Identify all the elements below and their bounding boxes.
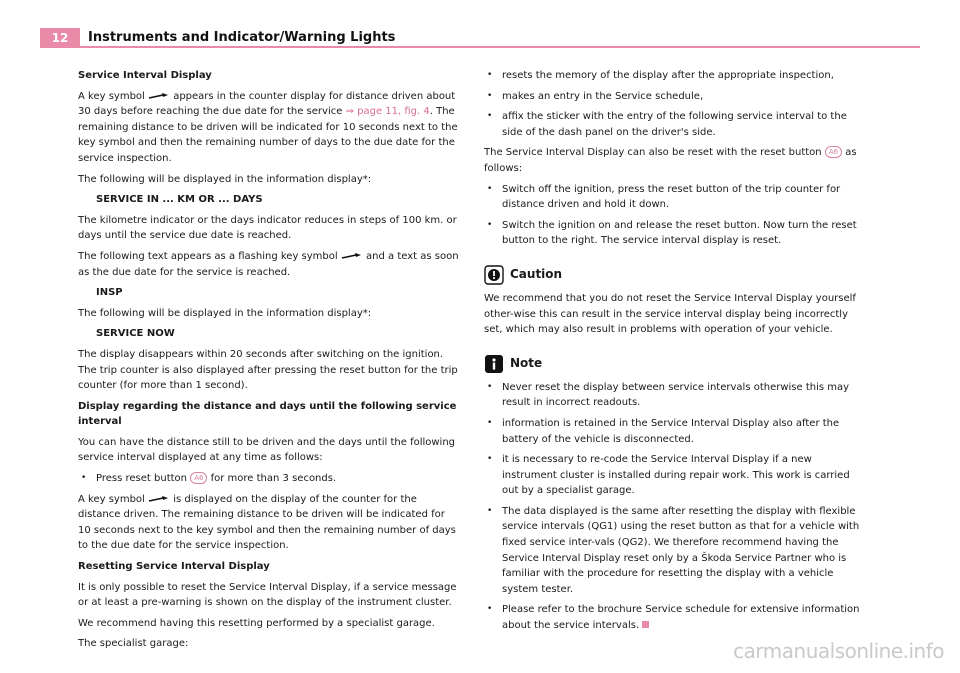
list-item	[484, 452, 862, 499]
paragraph	[78, 89, 460, 167]
text: and a text as soon as the due date for the service is reached.	[78, 250, 459, 278]
bullet-icon: •	[487, 70, 493, 80]
page-number: 12	[40, 28, 80, 48]
text: Switch off the ignition, press the reset button of the trip counter for distance driven and hold it down.	[502, 183, 841, 211]
list-item	[484, 109, 862, 140]
page-reference-link[interactable]: ⇒ page 11, fig. 4	[345, 106, 430, 118]
heading-service-interval-display: Service Interval Display	[78, 70, 212, 81]
paragraph: The following will be displayed in the information display*:	[78, 307, 372, 319]
bullet-icon: •	[487, 454, 493, 465]
paragraph	[78, 492, 460, 554]
text: makes an entry in the Service schedule,	[502, 90, 704, 102]
text: Please refer to the brochure Service schedule for extensive information about the service intervals.	[502, 604, 860, 632]
text: it is necessary to re-code the Service Interval Display if a new instrument cluster is installed during repair work. This work is carried out by a specialist garage.	[502, 454, 850, 497]
bullet-icon: •	[487, 417, 493, 428]
caution-text: We recommend that you do not reset the Service Interval Display yourself other-wise this can result in the service interval display being incorrectly set, which may also result in problems with operation of your vehicle.	[484, 292, 856, 336]
text: Switch the ignition on and release the reset button. Now turn the reset button to the right. The service interval display is reset.	[502, 219, 857, 247]
text: The Service Interval Display can also be reset with the reset button	[484, 147, 822, 159]
page-header-title: Instruments and Indicator/Warning Lights	[88, 30, 396, 45]
bullet-icon: •	[487, 111, 493, 122]
list-item	[484, 68, 862, 84]
bullet-icon: •	[487, 183, 493, 194]
list-item	[484, 182, 862, 213]
list-item	[484, 602, 862, 633]
text: appears in the counter display for distance driven about 30 days before reaching the due date for the service	[78, 90, 456, 118]
note-title: Note	[510, 355, 543, 370]
text: affix the sticker with the entry of the following service interval to the side of the dash panel on the driver's side.	[502, 111, 847, 138]
paragraph	[484, 145, 862, 176]
end-of-section-icon	[642, 621, 649, 628]
heading-distance-days: Display regarding the distance and days until the following service interval	[78, 400, 457, 428]
paragraph: The following will be displayed in the information display*:	[78, 173, 372, 185]
list-item	[484, 380, 862, 411]
display-message: SERVICE IN ... KM OR ... DAYS	[96, 194, 263, 206]
text: for more than 3 seconds.	[210, 473, 337, 485]
list-item	[484, 218, 862, 249]
wrench-key-icon	[148, 495, 170, 503]
bullet-icon: •	[487, 90, 493, 101]
note-heading	[484, 354, 862, 374]
text: . The remaining distance to be driven will be indicated for 10 seconds next to the key symbol and then the remaining number of days to the due date for the service inspection.	[78, 106, 458, 164]
watermark: carmanualsonline.info	[733, 639, 944, 663]
reset-button-badge: A6	[190, 472, 207, 484]
wrench-key-icon	[148, 92, 170, 100]
wrench-key-icon	[341, 252, 363, 260]
left-column	[78, 68, 460, 657]
list-item	[484, 89, 862, 105]
note-icon	[484, 354, 504, 374]
paragraph: The display disappears within 20 seconds after switching on the ignition. The trip counter is also displayed after pressing the reset button for the trip counter (for more than 1 second).	[78, 348, 458, 392]
display-message: INSP	[96, 287, 123, 299]
list-item	[78, 471, 460, 487]
paragraph: The specialist garage:	[78, 638, 189, 650]
display-message: SERVICE NOW	[96, 328, 175, 340]
text: A key symbol	[78, 493, 145, 505]
bullet-icon: •	[487, 505, 493, 516]
text: The following text appears as a flashing key symbol	[78, 250, 338, 262]
text: is displayed on the display of the counter for the distance driven. The remaining distance to be driven will be indicated for 10 seconds next to the key symbol and then the remaining number of days to the due date for the service inspection.	[78, 493, 456, 552]
paragraph: The kilometre indicator or the days indicator reduces in steps of 100 km. or days until the service due date is reached.	[78, 214, 457, 242]
text: Never reset the display between service intervals otherwise this may result in incorrect readouts.	[502, 381, 850, 409]
paragraph	[78, 249, 460, 280]
caution-title: Caution	[510, 267, 563, 282]
text: Press reset button	[96, 473, 187, 485]
paragraph: You can have the distance still to be driven and the days until the following service interval displayed at any time as follows:	[78, 436, 456, 464]
text: The data displayed is the same after resetting the display with flexible service intervals (QG1) using the reset button as that for a vehicle with fixed service inter-vals (QG2). We therefore recommend having the Service Interval Display reset only by a Škoda Service Partner who is familiar with the procedure for resetting the display with a vehicle system tester.	[502, 505, 860, 595]
list-item	[484, 504, 862, 598]
paragraph: We recommend having this resetting performed by a specialist garage.	[78, 617, 435, 629]
reset-button-badge: A6	[825, 146, 842, 158]
paragraph: It is only possible to reset the Service Interval Display, if a service message or at least a pre-warning is shown on the display of the instrument cluster.	[78, 581, 457, 609]
heading-resetting: Resetting Service Interval Display	[78, 561, 270, 573]
text: resets the memory of the display after the appropriate inspection,	[502, 70, 834, 81]
text: as follows:	[484, 147, 857, 174]
bullet-icon: •	[487, 381, 493, 392]
text: A key symbol	[78, 90, 145, 102]
list-item	[484, 416, 862, 447]
caution-icon	[484, 265, 504, 285]
bullet-icon: •	[81, 473, 87, 484]
caution-heading	[484, 265, 862, 285]
bullet-icon: •	[487, 219, 493, 230]
bullet-icon: •	[487, 604, 493, 615]
header-rule	[40, 46, 920, 48]
right-column	[484, 68, 862, 639]
text: information is retained in the Service Interval Display also after the battery of the vehicle is disconnected.	[502, 417, 840, 445]
